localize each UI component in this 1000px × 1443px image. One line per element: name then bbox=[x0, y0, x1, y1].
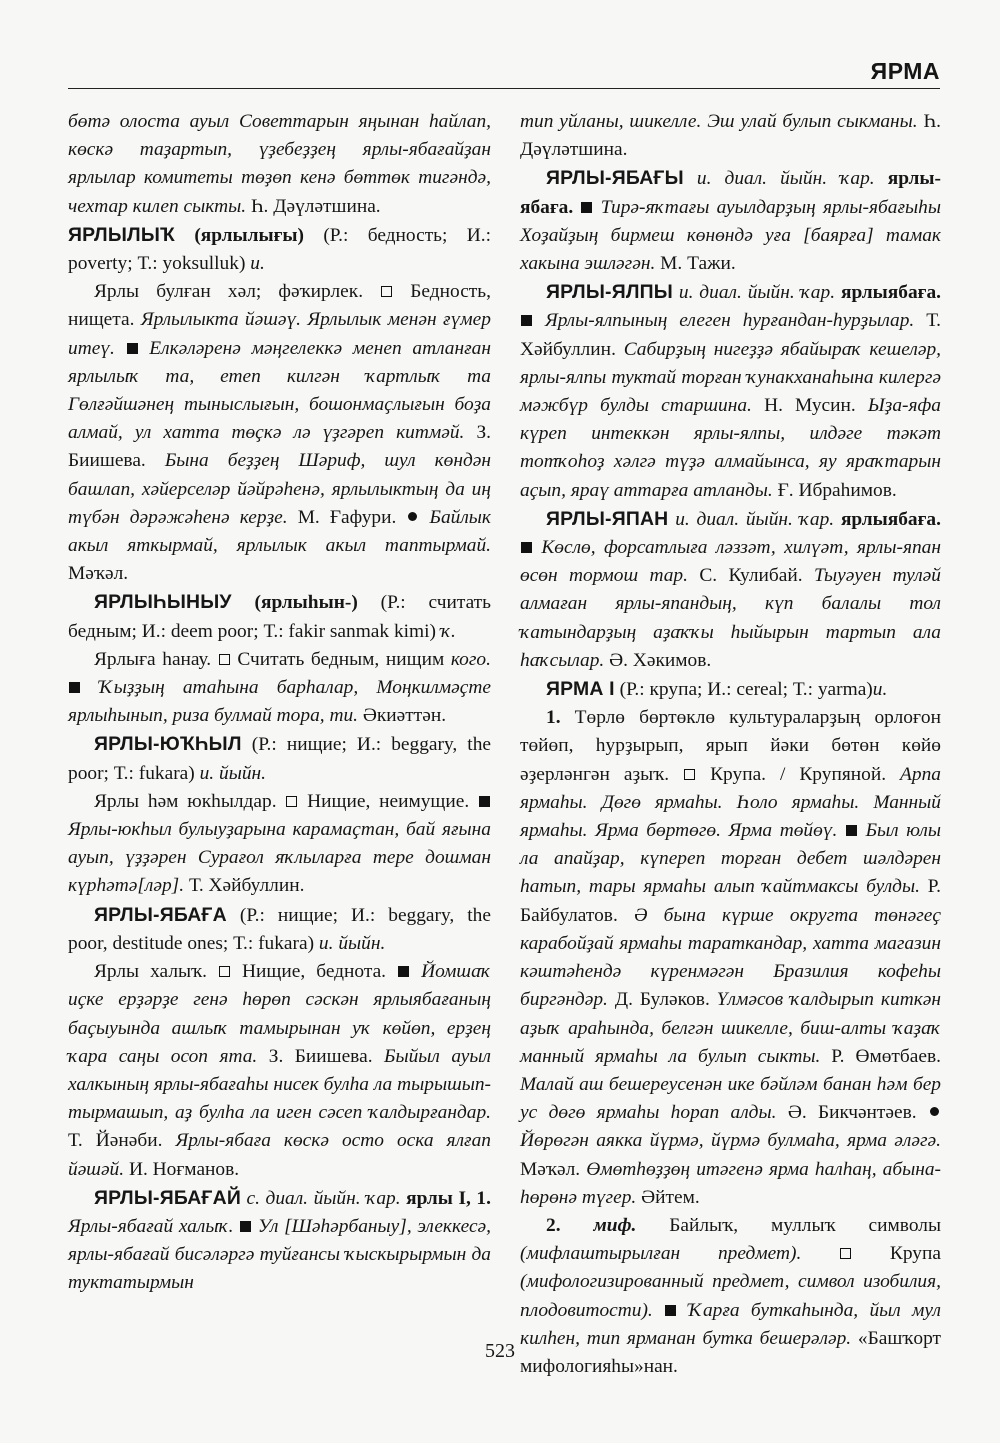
left-column bbox=[68, 108, 491, 1298]
example-marker-icon bbox=[398, 966, 409, 977]
proverb-marker-icon bbox=[408, 512, 417, 521]
russian-marker-icon bbox=[219, 654, 230, 665]
russian-marker-icon bbox=[840, 1248, 851, 1259]
headword: ЯРЛЫ-ЯБАҒАЙ bbox=[94, 1186, 241, 1209]
headword: ЯРЛЫ-ЯПАН bbox=[546, 507, 669, 530]
russian-marker-icon bbox=[219, 966, 230, 977]
entry-yarly-yabaga-body: Ярлы халыҡ. Нищие, беднота. Йомшаҡ иҫке ерҙәрҙе генә һөрөп сәскән ярлыябағаның баҫыуында ашлыҡ тамырынан уҡ көйөп, ерҙең ҡара саңы осоп ята. З. Биишева. Быйыл ауыл халкының ярлы-ябағаһы нисек булһа ла тырышып-тырмашып, аҙ булһа ла иген сәсеп ҡалдырғандар. Т. Йәнәби. Ярлы-ябаға көскә осто оска ялғап йәшәй. И. Ноғманов. bbox=[68, 961, 491, 1180]
russian-marker-icon bbox=[286, 796, 297, 807]
headword: ЯРЛЫҺЫНЫУ bbox=[94, 591, 232, 614]
running-head: ЯРМА bbox=[870, 58, 940, 84]
entry-yarma-sense-1: 1. Төрлө бөртөклө культураларҙың орлоғон төйөп, һурҙырып, ярып йәки бөтөн көйө әҙерләнгән аҙыҡ. Крупа. / Крупяной. Арпа ярмаһы. Дөгө ярмаһы. Һоло ярмаһы. Манный ярмаһы. Ярма бөртөгө. Ярма төйөү. Был юлы ла апайҙар, күпереп торған дебет шәлдәрен һатып, тары ярмаһы алып ҡайтмаксы булды. Р. Байбулатов. Ә бына күрше округта төнәгеҫ карабойҙай ярмаһы тараткандар, хатта магазин кәштәһендә күренмәгән Бразилия кофеһы биргәндәр. Д. Буләков. Үлмәсов ҡалдырып киткән аҙыҡ араһында, белгән шикелле, биш-алты ҡаҙаҡ манный ярмаһы ла булып сыкты. Р. Өмөтбаев. Малай аш бешереусенән ике бәйләм банан һәм бер ус дөгө ярмаһы һорап алды. Ә. Бикчәнтәев. Йөрөгән аякка йүрмә, йүрмә булмаһа, ярма әләгә. Мәҡәл. Өмөтһөҙҙөң итәгенә ярма һалһаң, абына-һөрөнә түгер. Әйтем. bbox=[520, 707, 942, 1208]
headword: ЯРЛЫ-ЯЛПЫ bbox=[546, 281, 673, 304]
example-marker-icon bbox=[581, 202, 592, 213]
entry-yarma-sense-2: 2. миф. Байлыҡ, муллыҡ символы (мифлаштырылған предмет). Крупа (мифологизированный предмет, символ изобилия, плодовитости). Ҡарға буткаһында, йыл мул килһен, тип ярманан бутка бешерәләр. «Башҡорт мифологияһы»нан. bbox=[520, 1214, 941, 1377]
continued-paragraph: бөтә олоста ауыл Советтарын яңынан һайлап, көскә таҙартып, үҙебеҙҙең ярлы-ябағайҙан ярлылар комитеты төҙөп кенә бөттөк тигәндә, чехтар килеп сыкты. Һ. Дәүләтшина. bbox=[68, 111, 491, 217]
headword: ЯРЛЫ-ЯБАҒА bbox=[94, 903, 227, 926]
entry-yarlylyk: ЯРЛЫЛЫҠ (ярлылығы) (Р.: бедность; И.: poverty; Т.: yoksulluk) и. bbox=[68, 223, 491, 275]
headword: ЯРЛЫ-ЮҠҺЫЛ bbox=[94, 733, 242, 756]
page-header bbox=[68, 58, 940, 89]
entry-yarly-yabaga: ЯРЛЫ-ЯБАҒА (Р.: нищие; И.: beggary, the poor, destitude ones; Т.: fukara) и. йыйн. bbox=[68, 903, 491, 954]
entry-yarly-yabagai: ЯРЛЫ-ЯБАҒАЙ с. диал. йыйн. ҡар. ярлы I, 1. Ярлы-ябағай халыҡ. Ул [Шәһәрбаныу], элеккесә, ярлы-ябағай бисәләргә туйғансы ҡыскырырмын да туктатырмын bbox=[68, 1186, 492, 1294]
russian-marker-icon bbox=[381, 286, 392, 297]
russian-marker-icon bbox=[684, 769, 695, 780]
headword: ЯРМА I bbox=[546, 678, 615, 701]
entry-yarly-yukhyl-body: Ярлы һәм юкһылдар. Нищие, неимущие. Ярлы-юкһыл булыуҙарына карамаҫтан, бай яғына ауып, үҙҙәрен Сурағол яҡлыларға тере дошман күрһәтә[ләр]. Т. Хәйбуллин. bbox=[68, 790, 491, 897]
example-marker-icon bbox=[479, 796, 490, 807]
headword: ЯРЛЫ-ЯБАҒЫ bbox=[546, 167, 684, 190]
entry-yarma: ЯРМА I (Р.: крупа; И.: cereal; Т.: yarma)и. bbox=[546, 678, 888, 701]
entry-yarlyhynyu: ЯРЛЫҺЫНЫУ (ярлыһын-) (Р.: считать бедным; И.: deem poor; Т.: fakir sanmak kimi) ҡ. bbox=[68, 591, 491, 642]
entry-yarly-yapan: ЯРЛЫ-ЯПАН и. диал. йыйн. ҡар. ярлыябаға. Көслө, форсатлыға ләззәт, хилүәт, ярлы-япан өсөн тормош тар. С. Кулибай. Тыуәуен туләй алмаған ярлы-япандың, күп балалы тол ҡатындарҙың аҙаҡҡы һыйырын тартып ала һаҡсылар. Ә. Хәкимов. bbox=[520, 507, 941, 671]
entry-yarly-yalpy: ЯРЛЫ-ЯЛПЫ и. диал. йыйн. ҡар. ярлыябаға. Ярлы-ялпының елеген һурғандан-һурҙылар. Т. Хәйбуллин. Сабирҙың нигеҙҙә ябайыраҡ кешеләр, ярлы-ялпы туктай торған ҡунакханаһына килергә мәжбүр булды старшина. Н. Мусин. Ыҙа-яфа күреп интеккән ярлы-ялпы, илдәге тәкәт тотҡоһоҙ хәлгә түҙә алмайынса, яу яраҡтарын аҫып, яраү аттарға атланды. Ғ. Ибраһимов. bbox=[520, 281, 942, 501]
page-number: 523 bbox=[485, 1340, 515, 1362]
example-marker-icon bbox=[127, 343, 138, 354]
entry-yarly-yabagy: ЯРЛЫ-ЯБАҒЫ и. диал. йыйн. ҡар. ярлы-ябаға. Тирә-яҡтағы ауылдарҙың ярлы-ябағыһы Хоҙайҙың бирмеш көнөндә уға [баярға] тамак хакына эшләгән. М. Тажи. bbox=[520, 167, 941, 275]
example-marker-icon bbox=[521, 315, 532, 326]
entry-yarly-yukhyl: ЯРЛЫ-ЮҠҺЫЛ (Р.: нищие; И.: beggary, the poor; Т.: fukara) и. йыйн. bbox=[68, 733, 491, 784]
example-marker-icon bbox=[846, 825, 857, 836]
example-marker-icon bbox=[240, 1221, 251, 1232]
example-marker-icon bbox=[521, 542, 532, 553]
entry-yarlyhynyu-body: Ярлыға һанау. Считать бедным, нищим кого. Ҡыҙҙың атаһына барһалар, Моңкилмәҫте ярлыһынып, риза булмай тора, ти. Әкиәттән. bbox=[68, 648, 491, 727]
proverb-marker-icon bbox=[930, 1107, 939, 1116]
continued-paragraph: тип уйланы, шикелле. Эш улай булып сыкманы. Һ. Дәүләтшина. bbox=[520, 111, 941, 161]
example-marker-icon bbox=[69, 682, 80, 693]
right-column bbox=[520, 108, 941, 1381]
headword: ЯРЛЫЛЫҠ bbox=[68, 223, 175, 246]
example-marker-icon bbox=[665, 1305, 676, 1316]
entry-yarlylyk-body: Ярлы булған хәл; фәҡирлек. Бедность, нищета. Ярлылыкта йәшәү. Ярлылык менән ғүмер итеү. Елкәләренә мәңгелеккә менеп атланған ярлылыҡ та, етеп килгән ҡартлыҡ та Гөлғәйшәнең тыныслығын, бошонмаҫлығын боҙа алмай, ул хатта төҫкә лә үҙгәреп китмәй. З. Биишева. Бына беҙҙең Шәриф, шул көндән башлап, хәйерселәр йәйрәһенә, ярлылыктың да иң түбән дәрәжәһенә керҙе. М. Ғафури. Байлык акыл яткырмай, ярлылык акыл таптырмай. Мәҡәл. bbox=[68, 281, 492, 585]
